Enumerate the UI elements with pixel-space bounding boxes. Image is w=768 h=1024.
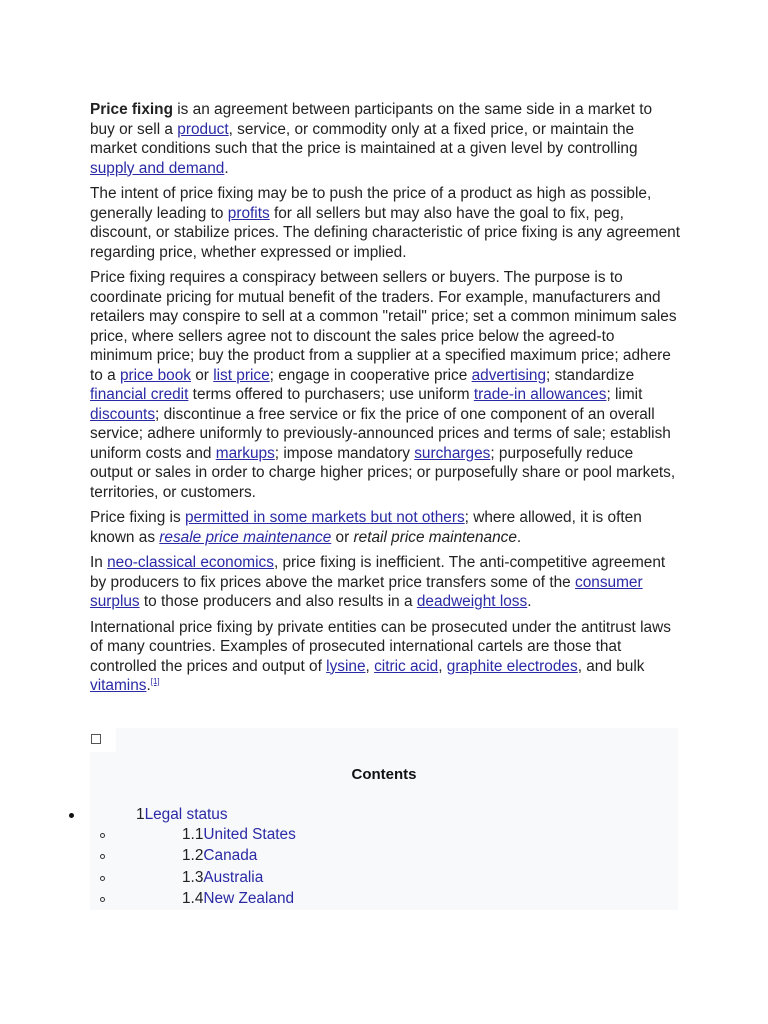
toc-item-number: 1.3 [182,869,204,886]
link-vitamins[interactable]: vitamins [90,677,147,694]
text-run: ; purposefully reduce output or sales in order to charge higher prices; or purposefully share or pool markets, territories, or customers. [90,444,676,501]
paragraph-permitted [90,508,680,547]
link-financial-credit[interactable]: financial credit [90,386,189,403]
bold-term: Price fixing [90,101,173,118]
text-run: ; standardize [546,366,635,384]
toc-toggle-checkbox[interactable] [91,734,101,744]
text-run: Price fixing is [90,509,185,526]
footnote-link[interactable]: [1] [150,676,160,686]
link-deadweight-loss[interactable]: deadweight loss [416,593,528,610]
text-run: ; engage in cooperative price [269,366,472,384]
link-trade-in-allowances[interactable]: trade-in allowances [473,386,607,403]
link-citric-acid[interactable]: citric acid [374,657,439,675]
paragraph-intent [90,184,680,262]
toc-item-number: 1.2 [182,847,204,864]
link-surcharges[interactable]: surcharges [414,444,491,462]
text-run: ; discontinue a free service or fix the price of one component of an overall service; adhere uniformly to previously-announced prices and terms of sale; establish uniform costs and [90,405,671,462]
text-run: ; impose mandatory [274,444,415,462]
link-price-book[interactable]: price book [119,366,191,384]
toc-item-united-states[interactable] [182,825,296,845]
italic-term: retail price maintenance [353,528,517,546]
text-run: or [190,366,214,384]
paragraph-neoclassical [90,553,680,612]
text-run: . [146,677,151,694]
bullet-dot-icon [69,813,74,818]
footnote-reference [151,677,160,686]
text-run: terms offered to purchasers; use uniform [188,386,474,403]
text-run: ; where allowed, it is often known as [90,509,642,546]
text-run: The intent of price fixing may be to push the price of a product as high as possible, generally leading to [90,185,652,222]
link-advertising[interactable]: advertising [471,366,547,384]
toc-item-legal-status[interactable] [136,805,228,825]
paragraph-conspiracy [90,268,680,502]
text-run: . [516,528,522,546]
paragraph-international [90,618,680,696]
toc-item-number: 1 [136,806,145,823]
link-resale-price-maintenance[interactable]: resale price maintenance [159,528,332,546]
article-body [90,100,680,702]
text-run: , [365,657,375,675]
text-run: , [438,657,447,675]
text-run: or [331,528,354,546]
text-run: is an agreement between participants on the same side in a market to buy or sell a [90,101,653,138]
toc-link-canada[interactable]: Canada [203,847,258,864]
text-run: , price fixing is inefficient. The anti-competitive agreement by producers to fix prices above the market price transfers some of the [90,554,666,591]
toc-toggle-area [90,728,116,752]
link-neo-classical-economics[interactable]: neo-classical economics [107,554,274,571]
toc-item-new-zealand[interactable] [182,889,294,909]
link-consumer-surplus[interactable]: consumer surplus [90,573,643,610]
toc-link-legal-status[interactable]: Legal status [144,806,228,823]
link-discounts[interactable]: discounts [90,405,156,423]
toc-item-canada[interactable] [182,846,257,866]
toc-link-united-states[interactable]: United States [203,826,296,843]
text-run: . [224,159,229,177]
toc-link-new-zealand[interactable]: New Zealand [203,890,295,907]
paragraph-intro [90,100,680,178]
link-permitted-markets[interactable]: permitted in some markets but not others [184,509,465,526]
toc-item-number: 1.4 [182,890,204,907]
link-markups[interactable]: markups [215,444,275,462]
toc-item-number: 1.1 [182,826,204,843]
text-run: for all sellers but may also have the goal to fix, peg, discount, or stabilize prices. The defining characteristic of price fixing is any agreement regarding price, whether expressed or implied. [90,204,680,261]
text-run: , and bulk [577,657,645,675]
link-lysine[interactable]: lysine [326,657,366,675]
link-profits[interactable]: profits [227,204,270,222]
text-run: to those producers and also results in a [139,593,417,610]
text-run: , service, or commodity only at a fixed price, or maintain the market conditions such that the price is maintained at a given level by controlling [90,120,638,157]
text-run: . [527,593,532,610]
toc-item-australia[interactable] [182,868,263,888]
text-run: In [90,554,108,571]
text-run: Price fixing requires a conspiracy between sellers or buyers. The purpose is to coordinate pricing for mutual benefit of the traders. For example, manufacturers and retailers may conspire to sell at a common "retail" price; set a common minimum sales price, where sellers agree not to discount the sales price below the agreed-to minimum price; buy the product from a supplier at a specified maximum price; adhere to a [90,269,677,384]
link-graphite-electrodes[interactable]: graphite electrodes [446,657,578,675]
text-run: ; limit [606,386,643,403]
link-product[interactable]: product [177,120,229,138]
toc-link-australia[interactable]: Australia [203,869,264,886]
toc-title: Contents [351,766,417,783]
text-run: International price fixing by private entities can be prosecuted under the antitrust laws of many countries. Examples of prosecuted international cartels are those that controlled the prices and output of [90,618,671,675]
link-list-price[interactable]: list price [213,366,270,384]
link-supply-and-demand[interactable]: supply and demand [90,159,225,177]
